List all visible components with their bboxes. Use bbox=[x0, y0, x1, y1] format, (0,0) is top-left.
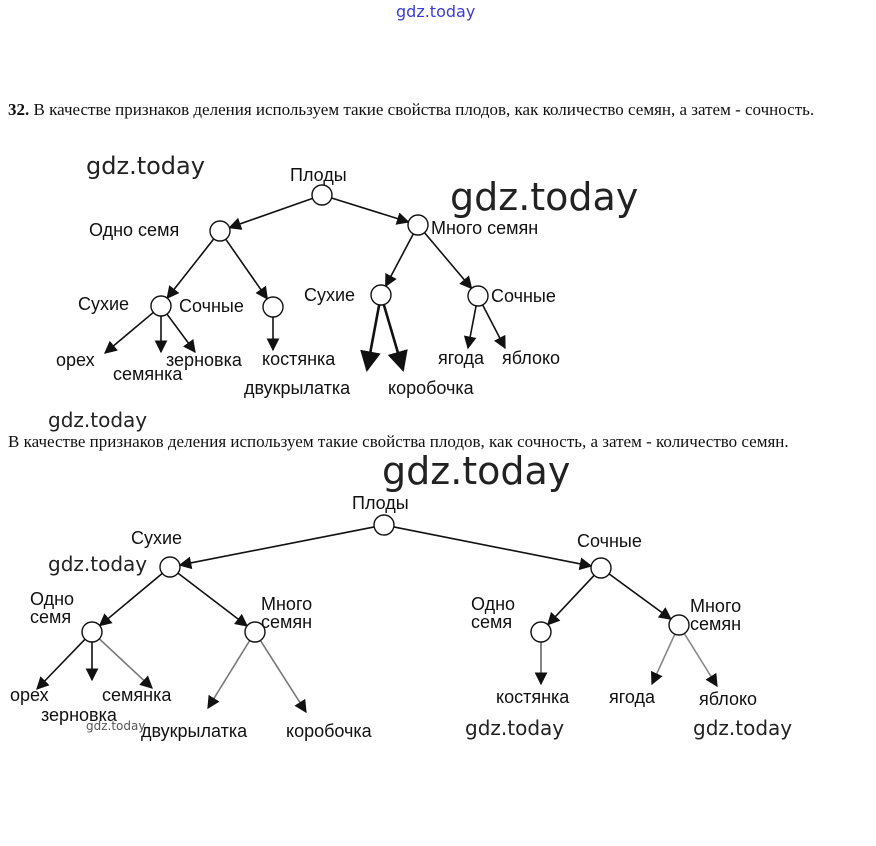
tree2-edge-yagoda bbox=[652, 634, 675, 684]
t2root-node bbox=[374, 515, 394, 535]
watermark-top[interactable]: gdz.today bbox=[396, 2, 476, 21]
tree2-leaf-zernovka: зерновка bbox=[41, 705, 117, 725]
watermark: gdz.today bbox=[450, 175, 639, 219]
tree2-edge-korobochka bbox=[260, 640, 306, 712]
t1many-node bbox=[408, 215, 428, 235]
tree2-edge bbox=[178, 573, 247, 626]
tree1-edge-yabloko bbox=[483, 305, 505, 348]
tree1-root-label: Плоды bbox=[290, 165, 347, 185]
tree1-edge-korobochka bbox=[384, 305, 403, 370]
one-seed-line2: семя bbox=[30, 607, 72, 627]
t2one2-node bbox=[531, 622, 551, 642]
watermark: gdz.today bbox=[86, 719, 146, 733]
tree2-edge-semyanka bbox=[99, 639, 152, 688]
task-text-1: В качестве признаков деления используем такие свойства плодов, как количество семян, а затем - сочность. bbox=[33, 100, 815, 119]
tree2-edge bbox=[180, 527, 374, 565]
tree1-juicy-many-label: Сочные bbox=[491, 286, 556, 306]
one-seed-line2: семя bbox=[471, 612, 513, 632]
t2juicy-node bbox=[591, 558, 611, 578]
tree2-edge bbox=[609, 574, 671, 619]
tree2-root-label: Плоды bbox=[352, 493, 409, 513]
tree2-edge bbox=[100, 573, 163, 625]
tree1-leaf-zernovka: зерновка bbox=[166, 350, 242, 370]
tree1-leaf-orekh: орех bbox=[56, 350, 95, 370]
tree2-edge-dvukrylatka bbox=[208, 641, 250, 708]
many-seeds-line1: Много bbox=[261, 594, 313, 614]
tree2-one-seed-dry-label bbox=[30, 590, 74, 626]
tree1-edge-yagoda bbox=[468, 306, 476, 348]
tree1-edge bbox=[424, 233, 471, 289]
watermark: gdz.today bbox=[48, 552, 148, 576]
tree2-leaf-orekh: орех bbox=[10, 685, 49, 705]
watermark: gdz.today bbox=[693, 716, 793, 740]
tree2-juicy-label: Сочные bbox=[577, 531, 642, 551]
tree1-one-seed-label: Одно семя bbox=[89, 220, 180, 240]
tree2-leaf-yabloko: яблоко bbox=[699, 689, 758, 709]
t1dry2-node bbox=[371, 285, 391, 305]
tree2-edge-orekh bbox=[37, 639, 85, 689]
t2many2-node bbox=[669, 615, 689, 635]
tree2-many-seeds-juicy-label bbox=[690, 597, 741, 633]
one-seed-line1: Одно bbox=[471, 594, 516, 614]
many-seeds-line2: семян bbox=[261, 612, 313, 632]
watermark: gdz.today bbox=[382, 449, 571, 493]
tree1-edge bbox=[229, 198, 312, 227]
tree2-leaf-yagoda: ягода bbox=[609, 687, 656, 707]
watermark: gdz.today bbox=[86, 152, 205, 180]
tree1-edge-dvukrylatka bbox=[367, 305, 379, 370]
tree2-dry-label: Сухие bbox=[131, 528, 183, 548]
tree1-leaf-yagoda: ягода bbox=[438, 348, 485, 368]
t1root-node bbox=[312, 185, 332, 205]
t2dry-node bbox=[160, 557, 180, 577]
tree2-edge bbox=[394, 527, 591, 566]
tree1-leaf-semyanka: семянка bbox=[113, 364, 183, 384]
tree2-leaf-dvukrylatka: двукрылатка bbox=[141, 721, 248, 741]
tree2-edge-yabloko bbox=[684, 633, 717, 686]
tree1-edge bbox=[226, 239, 268, 299]
watermark: gdz.today bbox=[465, 716, 565, 740]
watermark: gdz.today bbox=[48, 408, 148, 432]
t1one-node bbox=[210, 221, 230, 241]
tree2-edge bbox=[548, 575, 594, 624]
tree1-leaf-yabloko: яблоко bbox=[502, 348, 561, 368]
tree2-one-seed-juicy-label bbox=[471, 595, 515, 631]
tree2-leaf-kostyanka: костянка bbox=[496, 687, 570, 707]
one-seed-line1: Одно bbox=[30, 589, 75, 609]
tree1-leaf-kostyanka: костянка bbox=[262, 349, 336, 369]
tree1-many-seeds-label: Много семян bbox=[431, 218, 539, 238]
tree1-dry-label: Сухие bbox=[78, 294, 130, 314]
tree2-leaf-semyanka: семянка bbox=[102, 685, 172, 705]
task-text-2: В качестве признаков деления используем такие свойства плодов, как сочность, а затем - количество семян. bbox=[8, 432, 789, 451]
t1juicy1-node bbox=[263, 297, 283, 317]
tree2-leaf-korobochka: коробочка bbox=[286, 721, 372, 741]
t1dry1-node bbox=[151, 296, 171, 316]
tree1-leaf-korobochka: коробочка bbox=[388, 378, 474, 398]
task-number: 32. bbox=[8, 100, 30, 119]
many-seeds-line1: Много bbox=[690, 596, 742, 616]
t2one1-node bbox=[82, 622, 102, 642]
tree1-edge bbox=[167, 239, 214, 298]
tree1-dry-many-label: Сухие bbox=[304, 285, 356, 305]
t1juicy2-node bbox=[468, 286, 488, 306]
tree1-leaf-dvukrylatka: двукрылатка bbox=[244, 378, 351, 398]
tree1-juicy-label: Сочные bbox=[179, 296, 244, 316]
tree1-edge bbox=[386, 234, 414, 286]
tree1-edge-zernovka bbox=[167, 314, 195, 352]
tree2-many-seeds-dry-label bbox=[261, 595, 312, 631]
many-seeds-line2: семян bbox=[690, 614, 742, 634]
tree1-edge-orekh bbox=[105, 312, 153, 353]
tree1-edge bbox=[332, 198, 409, 222]
